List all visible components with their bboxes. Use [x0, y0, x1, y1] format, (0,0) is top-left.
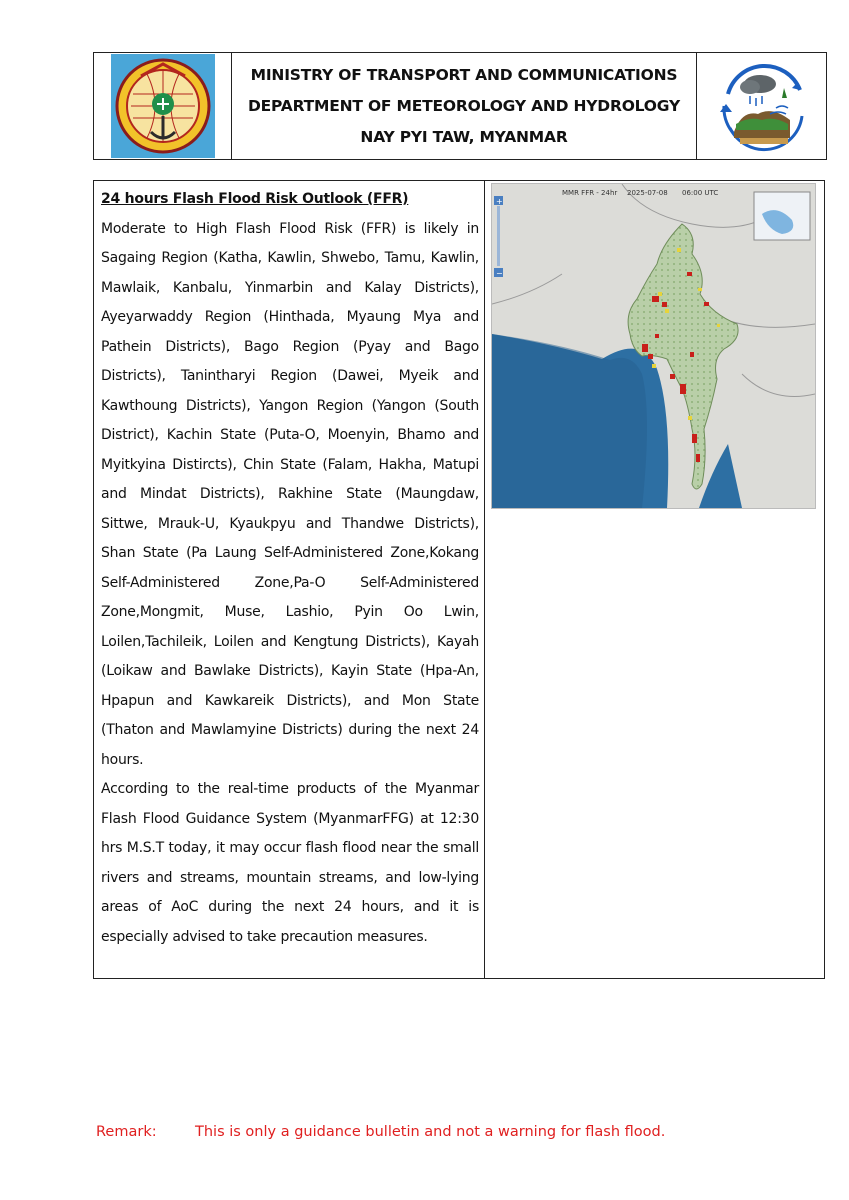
- ffr-map-canvas: [492, 184, 815, 508]
- hydrology-cycle-emblem-icon: [710, 54, 814, 158]
- risk-paragraph: Moderate to High Flash Flood Risk (FFR) is likely in Sagaing Region (Katha, Kawlin, Shwebo, Tamu, Kawlin, Mawlaik, Kanbalu, Yinmarbin and Kalay Districts), Ayeyarwaddy Region (Hinthada, Myaung Mya and Pathein Districts), Bago Region (Pyay and Bago Districts), Tanintharyi Region (Dawei, Myeik and Kawthoung Districts), Yangon Region (Yangon (South District), Kachin State (Puta-O, Moenyin, Bhamo and Myitkyina Distircts), Chin State (Falam, Hakha, Matupi and Mindat Districts), Rakhine State (Maungdaw, Sittwe, Mrauk-U, Kyaukpyu and Thandwe Districts), Shan State (Pa Laung Self-Administered Zone,Kokang Self-Administered Zone,Pa-O Self-Administered Zone,Mongmit, Muse, Lashio, Pyin Oo Lwin, Loilen,Tachileik, Loilen and Kengtung Districts), Kayah (Loikaw and Bawlake Districts), Kayin State (Hpa-An, Hpapun and Kawkareik Districts), and Mon State (Thaton and Mawlamyine Districts) during the next 24 hours.: [101, 220, 479, 768]
- svg-text:+: +: [496, 197, 503, 206]
- left-logo-cell: [94, 53, 232, 159]
- ministry-emblem-icon: [111, 54, 215, 158]
- map-date: 2025-07-08: [627, 189, 668, 197]
- letterhead-title: [232, 53, 696, 159]
- outlook-table: [93, 180, 825, 979]
- zoom-slider[interactable]: [497, 206, 500, 266]
- ffr-map[interactable]: [491, 183, 816, 509]
- guidance-paragraph: According to the real-time products of the Myanmar Flash Flood Guidance System (MyanmarFFG) at 12:30 hrs M.S.T today, it may occur flash flood near the small rivers and streams, mountain streams, and low-lying areas of AoC during the next 24 hours, and it is especially advised to take precaution measures.: [101, 781, 479, 945]
- department-name: DEPARTMENT OF METEOROLOGY AND HYDROLOGY: [248, 96, 680, 115]
- location-name: NAY PYI TAW, MYANMAR: [360, 127, 568, 146]
- svg-text:−: −: [496, 269, 503, 278]
- map-cell: [485, 181, 824, 978]
- map-time: 06:00 UTC: [682, 189, 719, 197]
- map-title: MMR FFR - 24hr: [562, 189, 618, 197]
- outlook-heading: 24 hours Flash Flood Risk Outlook (FFR): [101, 191, 409, 207]
- remark: [96, 1124, 665, 1140]
- remark-text: This is only a guidance bulletin and not a warning for flash flood.: [195, 1124, 666, 1140]
- ministry-name: MINISTRY OF TRANSPORT AND COMMUNICATIONS: [250, 65, 678, 84]
- right-logo-cell: [696, 53, 826, 159]
- remark-label: Remark:: [96, 1124, 157, 1140]
- letterhead: [93, 52, 827, 160]
- outlook-text-cell: [94, 181, 485, 978]
